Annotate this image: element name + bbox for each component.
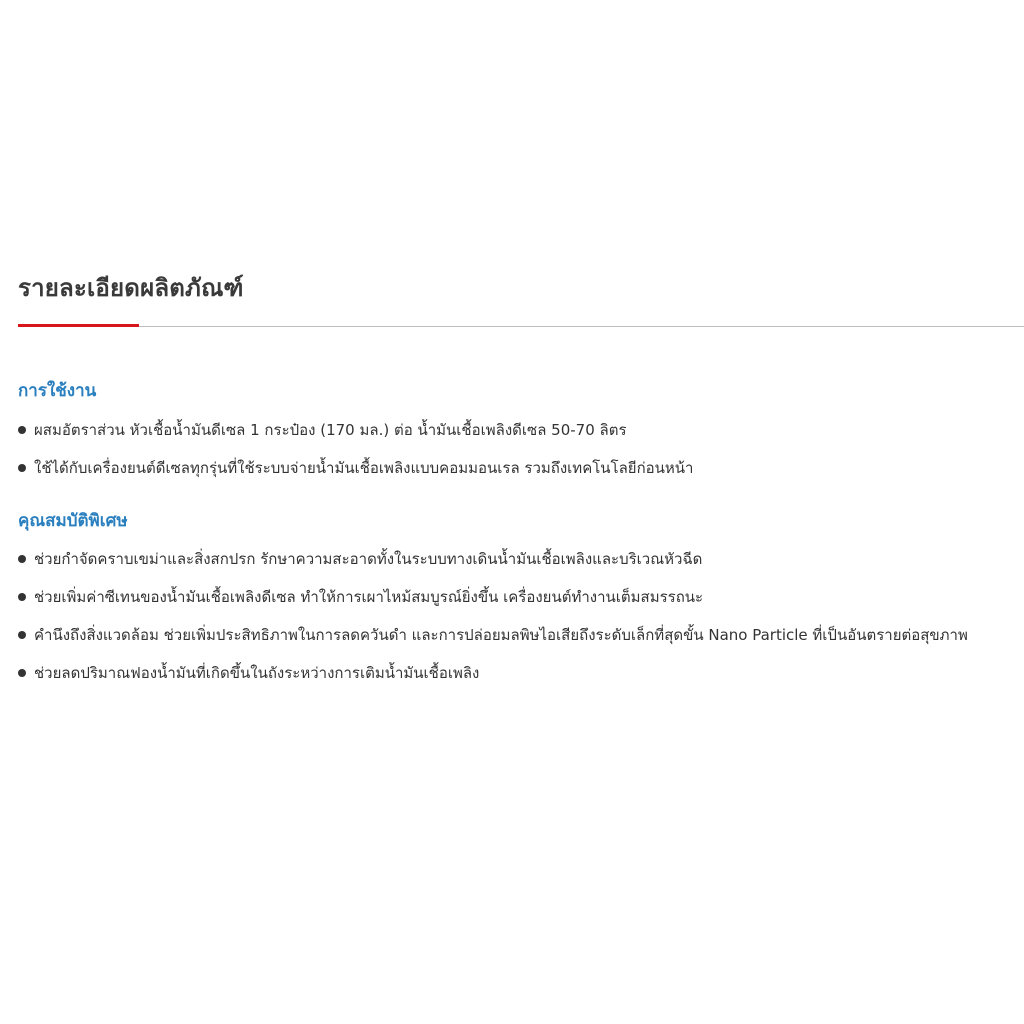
bullet-icon — [18, 669, 26, 677]
usage-item-text: ผสมอัตราส่วน หัวเชื้อน้ำมันดีเซล 1 กระป๋อง (170 มล.) ต่อ น้ำมันเชื้อเพลิงดีเซล 50-70 ลิตร — [34, 421, 627, 439]
features-item-text: คำนึงถึงสิ่งแวดล้อม ช่วยเพิ่มประสิทธิภาพในการลดควันดำ และการปล่อยมลพิษไอเสียถึงระดับเล็กที่สุดขั้น Nano Particle ที่เป็นอันตรายต่อสุขภาพ — [34, 626, 968, 644]
usage-list-item — [18, 418, 627, 442]
bullet-icon — [18, 464, 26, 472]
features-list-item — [18, 547, 702, 571]
features-item-text: ช่วยกำจัดคราบเขม่าและสิ่งสกปรก รักษาความสะอาดทั้งในระบบทางเดินน้ำมันเชื้อเพลิงและบริเวณหัวฉีด — [34, 550, 703, 568]
features-list-item — [18, 585, 703, 609]
usage-list-item — [18, 456, 693, 480]
bullet-icon — [18, 426, 26, 434]
bullet-icon — [18, 593, 26, 601]
usage-heading: การใช้งาน — [18, 381, 97, 401]
bullet-icon — [18, 555, 26, 563]
features-list-item — [18, 623, 968, 647]
features-list-item — [18, 661, 479, 685]
bullet-icon — [18, 631, 26, 639]
features-item-text: ช่วยเพิ่มค่าซีเทนของน้ำมันเชื้อเพลิงดีเซล ทำให้การเผาไหม้สมบูรณ์ยิ่งขึ้น เครื่องยนต์ทำงานเต็มสมรรถนะ — [34, 588, 704, 606]
title-divider-accent — [18, 324, 139, 327]
features-item-text: ช่วยลดปริมาณฟองน้ำมันที่เกิดขึ้นในถังระหว่างการเติมน้ำมันเชื้อเพลิง — [34, 664, 480, 682]
title-divider — [18, 326, 1024, 327]
page-title: รายละเอียดผลิตภัณฑ์ — [18, 274, 244, 302]
usage-item-text: ใช้ได้กับเครื่องยนต์ดีเซลทุกรุ่นที่ใช้ระบบจ่ายน้ำมันเชื้อเพลิงแบบคอมมอนเรล รวมถึงเทคโนโลยีก่อนหน้า — [34, 459, 694, 477]
features-heading: คุณสมบัติพิเศษ — [18, 511, 128, 531]
